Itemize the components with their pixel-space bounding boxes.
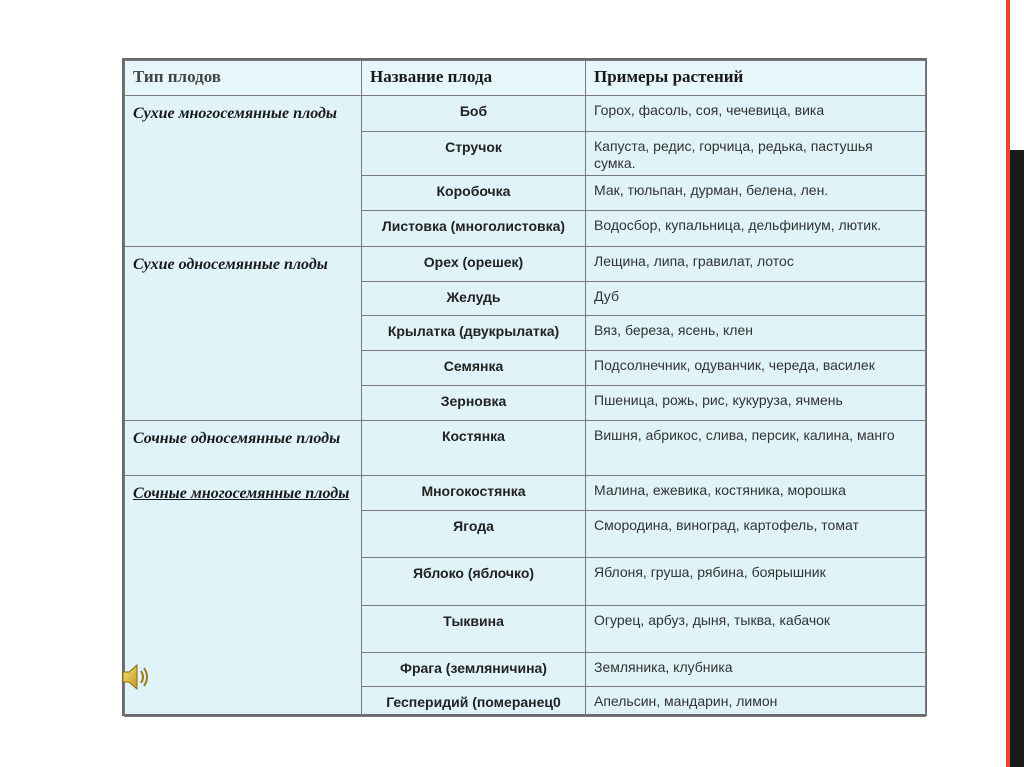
fruit-name: Многокостянка [362, 476, 586, 511]
fruit-name: Зерновка [362, 386, 586, 421]
table-row [125, 476, 926, 511]
plant-examples: Пшеница, рожь, рис, кукуруза, ячмень [586, 386, 926, 421]
header-type: Тип плодов [125, 61, 362, 96]
plant-examples: Апельсин, мандарин, лимон [586, 687, 926, 717]
plant-examples: Земляника, клубника [586, 653, 926, 687]
fruit-name: Стручок [362, 132, 586, 176]
plant-examples: Водосбор, купальница, дельфиниум, лютик. [586, 211, 926, 247]
group-type-cell [125, 96, 362, 247]
fruit-name: Гесперидий (померанец0 [362, 687, 586, 717]
plant-examples: Малина, ежевика, костяника, морошка [586, 476, 926, 511]
fruit-name: Коробочка [362, 176, 586, 211]
fruit-name: Яблоко (яблочко) [362, 558, 586, 606]
fruit-name: Желудь [362, 282, 586, 316]
plant-examples: Вяз, береза, ясень, клен [586, 316, 926, 351]
header-name: Название плода [362, 61, 586, 96]
fruit-name: Костянка [362, 421, 586, 476]
table-row [125, 421, 926, 476]
plant-examples: Дуб [586, 282, 926, 316]
table-row [125, 96, 926, 132]
header-examples: Примеры растений [586, 61, 926, 96]
fruit-name: Листовка (многолистовка) [362, 211, 586, 247]
plant-examples: Смородина, виноград, картофель, томат [586, 511, 926, 558]
fruit-name: Тыквина [362, 606, 586, 653]
accent-block [1010, 150, 1024, 767]
plant-examples: Капуста, редис, горчица, редька, пастушья сумка. [586, 132, 926, 176]
group-type-cell [125, 421, 362, 476]
group-type-label: Сухие многосемянные плоды [133, 105, 338, 122]
group-type-cell [125, 247, 362, 421]
fruit-name: Боб [362, 96, 586, 132]
fruit-name: Ягода [362, 511, 586, 558]
plant-examples: Огурец, арбуз, дыня, тыква, кабачок [586, 606, 926, 653]
fruit-table [124, 60, 926, 717]
speaker-icon[interactable] [120, 660, 154, 694]
group-type-cell [125, 476, 362, 717]
fruit-name: Орех (орешек) [362, 247, 586, 282]
fruit-name: Крылатка (двукрылатка) [362, 316, 586, 351]
fruit-name: Семянка [362, 351, 586, 386]
group-type-label: Сочные многосемянные плоды [133, 485, 350, 502]
group-type-label: Сухие односемянные плоды [133, 256, 328, 273]
plant-examples: Мак, тюльпан, дурман, белена, лен. [586, 176, 926, 211]
fruit-name: Фрага (земляничина) [362, 653, 586, 687]
plant-examples: Вишня, абрикос, слива, персик, калина, манго [586, 421, 926, 476]
fruit-types-table [122, 58, 927, 716]
table-header-row [125, 61, 926, 96]
plant-examples: Лещина, липа, гравилат, лотос [586, 247, 926, 282]
group-type-label: Сочные односемянные плоды [133, 430, 341, 447]
table-row [125, 247, 926, 282]
plant-examples: Подсолнечник, одуванчик, череда, василек [586, 351, 926, 386]
plant-examples: Горох, фасоль, соя, чечевица, вика [586, 96, 926, 132]
plant-examples: Яблоня, груша, рябина, боярышник [586, 558, 926, 606]
